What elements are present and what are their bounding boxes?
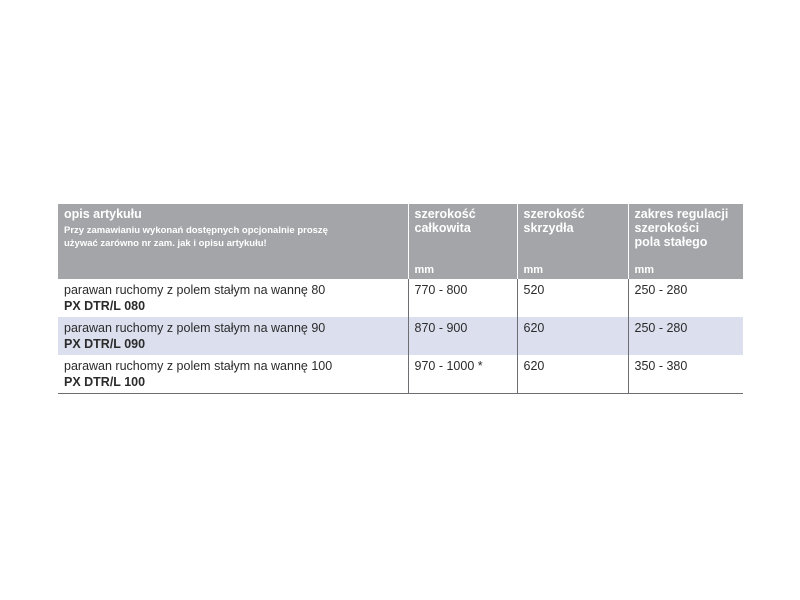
- product-code: PX DTR/L 080: [64, 299, 146, 313]
- cell-total-width: 770 - 800: [408, 279, 517, 317]
- header-description-title: opis artykułu: [64, 207, 142, 221]
- product-spec-table: [58, 204, 743, 394]
- header-panel-width-unit: mm: [523, 264, 544, 276]
- table-row: [58, 317, 743, 355]
- header-adjust-range-title: zakres regulacji szerokości pola stałego: [634, 207, 729, 249]
- cell-panel-width: 620: [517, 355, 628, 394]
- cell-total-width: 970 - 1000 *: [408, 355, 517, 394]
- cell-description: [58, 279, 408, 317]
- cell-description: [58, 317, 408, 355]
- table-header: [58, 204, 743, 279]
- header-row: [58, 204, 743, 279]
- header-panel-width: [517, 204, 628, 279]
- cell-total-width: 870 - 900: [408, 317, 517, 355]
- header-panel-width-title: szerokość skrzydła: [523, 207, 585, 235]
- product-description: parawan ruchomy z polem stałym na wannę 90: [64, 321, 326, 335]
- cell-adjust-range: 250 - 280: [628, 279, 743, 317]
- header-total-width-title: szerokość całkowita: [414, 207, 476, 235]
- cell-adjust-range: 250 - 280: [628, 317, 743, 355]
- header-total-width-unit: mm: [414, 264, 435, 276]
- table-row: [58, 279, 743, 317]
- header-total-width: [408, 204, 517, 279]
- product-description: parawan ruchomy z polem stałym na wannę 80: [64, 283, 326, 297]
- product-code: PX DTR/L 100: [64, 375, 146, 389]
- cell-panel-width: 620: [517, 317, 628, 355]
- header-description: [58, 204, 408, 279]
- cell-adjust-range: 350 - 380: [628, 355, 743, 394]
- cell-panel-width: 520: [517, 279, 628, 317]
- cell-description: [58, 355, 408, 394]
- table-body: [58, 279, 743, 394]
- order-note: Przy zamawianiu wykonań dostępnych opcjonalnie proszę używać zarówno nr zam. jak i opisu artykułu!: [64, 225, 328, 249]
- product-code: PX DTR/L 090: [64, 337, 146, 351]
- product-description: parawan ruchomy z polem stałym na wannę 100: [64, 359, 333, 373]
- header-adjust-range: [628, 204, 743, 279]
- table-row: [58, 355, 743, 394]
- header-adjust-range-unit: mm: [634, 264, 655, 276]
